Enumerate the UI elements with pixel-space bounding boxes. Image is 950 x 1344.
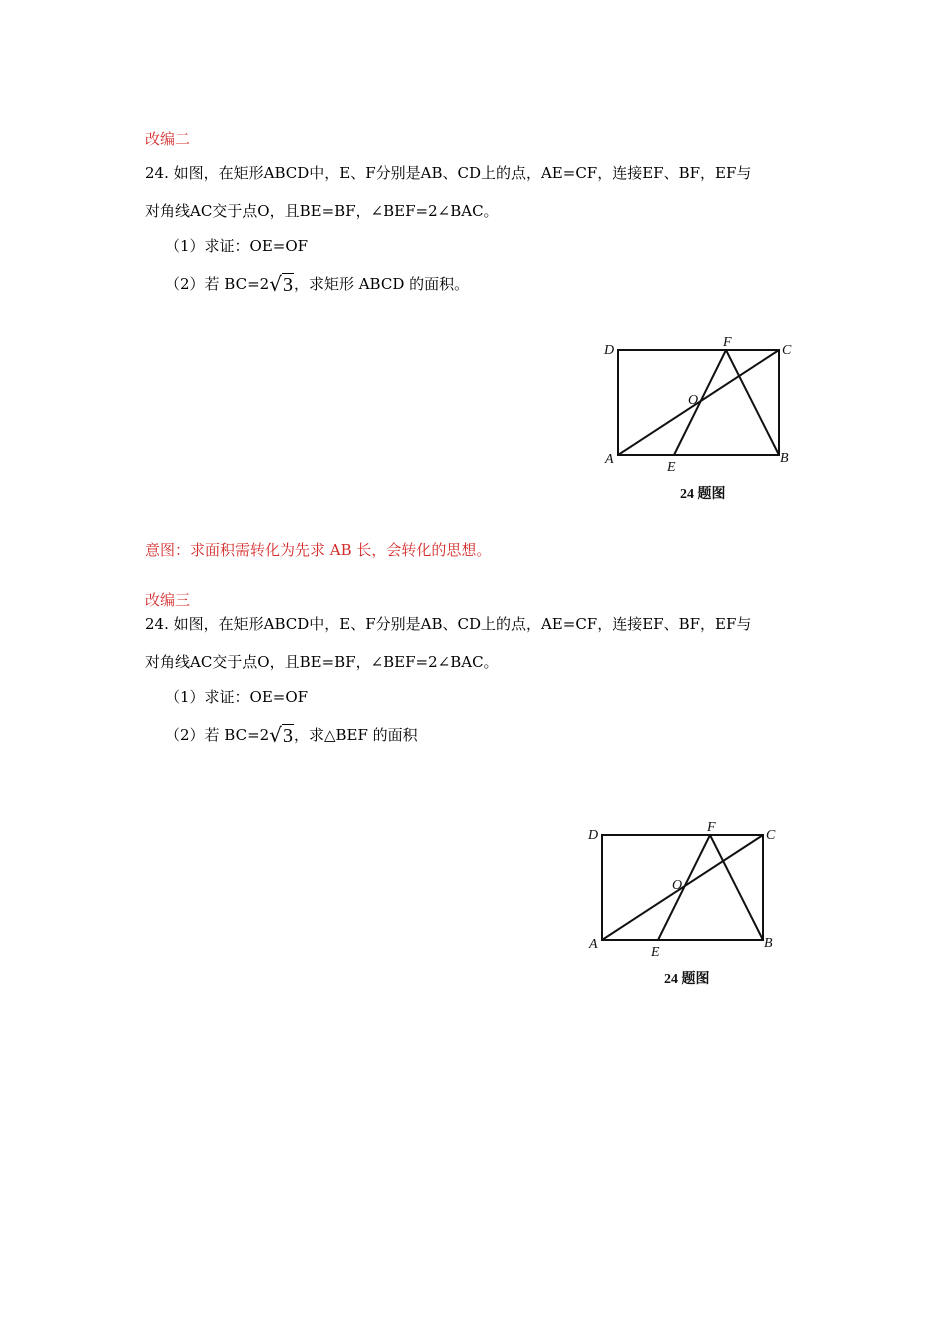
diagonal-ac <box>618 350 779 455</box>
variant2-part1: （1）求证：OE=OF <box>165 237 309 255</box>
variant3-heading: 改编三 <box>145 591 191 609</box>
variant2-part2-suffix: ，求矩形 ABCD 的面积。 <box>293 275 470 293</box>
label-a: A <box>589 937 598 952</box>
segment-ef <box>674 350 726 455</box>
label-o: O <box>688 393 699 408</box>
variant2-figure <box>598 330 808 514</box>
label-o: O <box>672 878 683 893</box>
label-c: C <box>782 343 792 358</box>
variant2-heading: 改编二 <box>145 130 191 148</box>
diagonal-ac <box>602 835 763 940</box>
label-a: A <box>605 452 614 467</box>
variant3-question-line2: 对角线AC交于点O，且BE=BF，∠BEF=2∠BAC。 <box>145 653 499 671</box>
variant2-question-line2: 对角线AC交于点O，且BE=BF，∠BEF=2∠BAC。 <box>145 202 499 220</box>
label-d: D <box>588 828 599 843</box>
variant2-intent: 意图：求面积需转化为先求 AB 长，会转化的思想。 <box>145 541 492 559</box>
label-c: C <box>766 828 776 843</box>
label-b: B <box>764 936 773 951</box>
variant3-part2 <box>165 723 418 748</box>
variant3-figure <box>582 815 792 999</box>
label-f: F <box>723 335 732 350</box>
variant3-figure-caption: 24 题图 <box>664 972 710 987</box>
label-b: B <box>780 451 789 466</box>
sqrt-radicand: 3 <box>282 725 293 747</box>
variant2-question-line1: 24. 如图，在矩形ABCD中，E、F分别是AB、CD上的点，AE=CF，连接EF、BF，EF与 <box>145 164 752 182</box>
segment-bf <box>726 350 779 455</box>
variant3-part2-suffix: ，求△BEF 的面积 <box>293 726 418 744</box>
variant2-part2 <box>165 272 469 297</box>
segment-ef <box>658 835 710 940</box>
sqrt-radicand: 3 <box>282 274 293 296</box>
label-f: F <box>707 820 716 835</box>
variant3-part2-prefix: （2）若 BC=2 <box>165 726 270 744</box>
label-d: D <box>604 343 615 358</box>
variant2-part2-prefix: （2）若 BC=2 <box>165 275 270 293</box>
sqrt-expression: √3 <box>269 272 293 296</box>
variant3-question-line1: 24. 如图，在矩形ABCD中，E、F分别是AB、CD上的点，AE=CF，连接EF、BF，EF与 <box>145 615 752 633</box>
label-e: E <box>667 460 676 475</box>
sqrt-expression: √3 <box>269 723 293 747</box>
variant2-figure-caption: 24 题图 <box>680 487 726 502</box>
segment-bf <box>710 835 763 940</box>
variant3-part1: （1）求证：OE=OF <box>165 688 309 706</box>
label-e: E <box>651 945 660 960</box>
